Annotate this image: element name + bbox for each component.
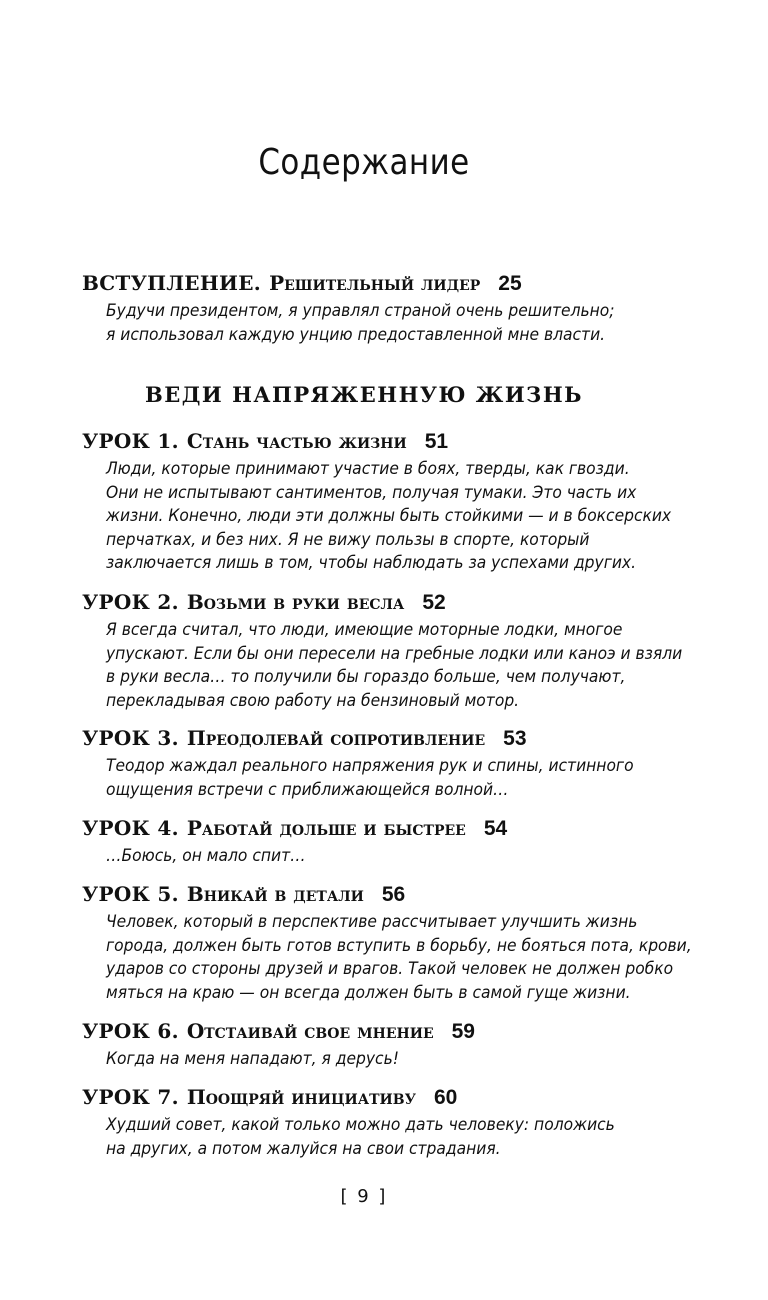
quote-line: Человек, который в перспективе рассчитывает улучшить жизнь: [106, 912, 638, 931]
toc-entry-lesson-2: [82, 589, 682, 712]
entry-quote: [106, 457, 672, 575]
quote-line: Будучи президентом, я управлял страной очень решительно;: [106, 301, 615, 320]
entry-page-number: 60: [433, 1086, 458, 1109]
entry-quote: [106, 1047, 642, 1071]
entry-title: Решительный лидер: [269, 271, 481, 295]
entry-quote: [106, 754, 642, 801]
entry-page-number: 51: [424, 430, 449, 453]
section-heading: ВЕДИ НАПРЯЖЕННУЮ ЖИЗНЬ: [145, 382, 583, 407]
page-title: Содержание: [258, 142, 470, 183]
quote-line: в руки весла… то получили бы гораздо больше, чем получают,: [106, 667, 626, 686]
entry-quote: [106, 618, 683, 712]
entry-page-number: 52: [422, 591, 446, 614]
entry-title: Возьми в руки весла: [186, 590, 405, 614]
entry-title: Работай дольше и быстрее: [186, 816, 466, 840]
quote-line: Худший совет, какой только можно дать человеку: положись: [106, 1115, 615, 1134]
toc-entry-heading: [82, 270, 682, 297]
toc-entry-heading: [82, 1084, 682, 1111]
entry-title: Отстаивай свое мнение: [186, 1019, 434, 1043]
quote-line: Когда на меня нападают, я дерусь!: [106, 1049, 399, 1068]
entry-title: Вникай в детали: [186, 882, 364, 906]
quote-line: заключается лишь в том, чтобы наблюдать за успехами других.: [106, 553, 637, 572]
entry-label: УРОК 3.: [82, 726, 179, 750]
entry-title: Поощряй инициативу: [186, 1085, 416, 1109]
quote-line: перчатках, и без них. Я не вижу пользы в спорте, который: [106, 529, 590, 549]
toc-entry-heading: [82, 589, 682, 616]
quote-line: упускают. Если бы они пересели на гребные лодки или каноэ и взяли: [106, 643, 683, 663]
entry-label: УРОК 4.: [82, 816, 179, 840]
entry-label: УРОК 5.: [82, 882, 179, 906]
entry-title: Преодолевай сопротивление: [186, 726, 486, 750]
entry-label: УРОК 2.: [82, 590, 179, 614]
quote-line: я использовал каждую унцию предоставленной мне власти.: [106, 324, 606, 344]
toc-entry-heading: [82, 428, 682, 455]
entry-label: УРОК 1.: [82, 429, 179, 453]
quote-line: Теодор жаждал реального напряжения рук и спины, истинного: [106, 756, 634, 775]
entry-label: УРОК 7.: [82, 1085, 179, 1109]
entry-title: Стань частью жизни: [186, 429, 407, 453]
quote-line: мяться на краю — он всегда должен быть в самой гуще жизни.: [106, 982, 631, 1002]
quote-line: жизни. Конечно, люди эти должны быть стойкими — и в боксерских: [106, 506, 672, 525]
toc-entry-heading: [82, 725, 682, 752]
toc-entry-lesson-6: [82, 1018, 682, 1071]
entry-quote: [106, 299, 642, 346]
quote-line: перекладывая свою работу на бензиновый мотор.: [106, 690, 520, 710]
entry-page-number: 25: [498, 272, 522, 295]
entry-page-number: 53: [503, 727, 527, 750]
entry-quote: [106, 910, 692, 1004]
entry-quote: [106, 1113, 642, 1160]
toc-entry-lesson-3: [82, 725, 682, 801]
toc-entry-heading: [82, 881, 682, 908]
entry-page-number: 59: [451, 1020, 475, 1043]
entry-label: УРОК 6.: [82, 1019, 179, 1043]
toc-entry-lesson-1: [82, 428, 682, 575]
quote-line: Я всегда считал, что люди, имеющие моторные лодки, многое: [106, 620, 623, 639]
toc-entry-lesson-5: [82, 881, 692, 1004]
toc-entry-heading: [82, 815, 682, 842]
quote-line: Они не испытывают сантиментов, получая тумаки. Это часть их: [106, 482, 637, 502]
quote-line: ударов со стороны друзей и врагов. Такой человек не должен робко: [106, 959, 674, 978]
quote-line: Люди, которые принимают участие в боях, тверды, как гвозди.: [106, 459, 630, 478]
quote-line: города, должен быть готов вступить в борьбу, не бояться пота, крови,: [106, 935, 692, 955]
entry-label: ВСТУПЛЕНИЕ.: [82, 271, 262, 295]
toc-entry-intro: [82, 270, 682, 346]
entry-page-number: 54: [483, 817, 508, 840]
entry-page-number: 56: [381, 883, 406, 906]
quote-line: на других, а потом жалуйся на свои страдания.: [106, 1138, 501, 1158]
page-number-footer: [ 9 ]: [340, 1186, 388, 1207]
toc-entry-lesson-7: [82, 1084, 682, 1160]
quote-line: ощущения встречи с приближающейся волной…: [106, 779, 509, 799]
toc-entry-lesson-4: [82, 815, 682, 868]
toc-entry-heading: [82, 1018, 682, 1045]
entry-quote: [106, 844, 642, 868]
quote-line: …Боюсь, он мало спит…: [106, 846, 306, 865]
